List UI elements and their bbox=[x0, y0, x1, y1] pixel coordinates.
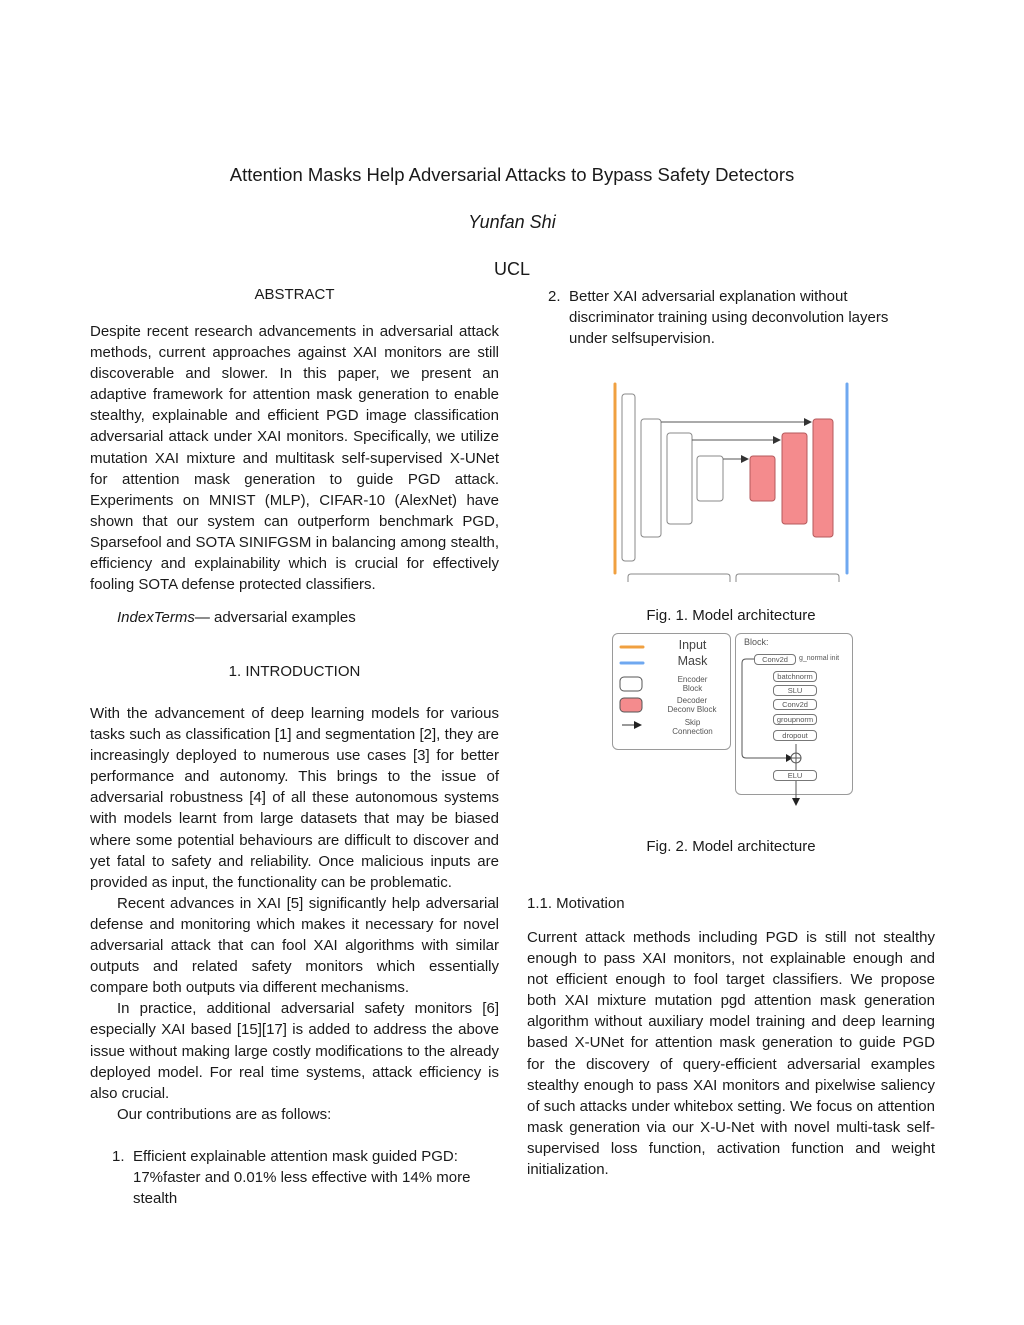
contribution-item bbox=[112, 1146, 492, 1209]
intro-paragraph-2: Recent advances in XAI [5] significantly help adversarial defense and monitoring which makes it necessary for novel adversarial attack that can fool XAI algorithms with similar outputs and related safety monitors which essentially compare both outputs via different mechanisms. bbox=[90, 894, 499, 997]
legend-skip-label bbox=[665, 718, 720, 736]
decoder-bracket bbox=[736, 574, 839, 582]
block-layer-batchnorm: batchnorm bbox=[773, 671, 817, 682]
encoder-block-4 bbox=[697, 456, 723, 501]
contribution-number: 1. bbox=[112, 1148, 125, 1165]
abstract-text: Despite recent research advancements in adversarial attack methods, current approaches against XAI monitors are still discoverable and slower. In this paper, we present an adaptive framework for attention mask generation to enable stealthy, explainable and efficient PGD image classification adversarial attack under XAI monitors. Specifically, we utilize mutation XAI mixture and multitask self-supervised X-UNet for attention mask generation to guide PGD attack. Experiments on MNIST (MLP), CIFAR-10 (AlexNet) have shown that our system can outperform benchmark PGD, Sparsefool and SOTA SINIFGSM in balancing among stealth, efficiency and explainability which is crucial for effectively fooling SOTA defense protected classifiers. bbox=[90, 323, 499, 594]
encoder-legend-swatch bbox=[620, 677, 642, 691]
index-terms-label: IndexTerms bbox=[117, 609, 195, 626]
contribution-number: 2. bbox=[548, 288, 561, 305]
legend-skip-line1: Skip bbox=[684, 718, 701, 727]
figure-1-unet-diagram bbox=[600, 370, 870, 585]
block-title: Block: bbox=[744, 637, 769, 647]
contribution-text: Better XAI adversarial explanation without discriminator training using deconvolution layers under selfsupervision. bbox=[569, 288, 889, 348]
introduction-heading: 1. INTRODUCTION bbox=[228, 663, 361, 680]
legend-mask-label: Mask bbox=[677, 654, 708, 668]
figure-2-caption: Fig. 2. Model architecture bbox=[646, 838, 816, 855]
legend-decoder-label bbox=[658, 696, 726, 714]
decoder-block-2 bbox=[782, 433, 807, 524]
block-layer-conv2d: Conv2d bbox=[773, 699, 817, 710]
encoder-block-2 bbox=[641, 419, 661, 537]
paper-title: Attention Masks Help Adversarial Attacks to Bypass Safety Detectors bbox=[229, 164, 795, 185]
contributions-list-part1 bbox=[112, 1146, 492, 1209]
unet-diagram-svg bbox=[600, 370, 870, 585]
intro-paragraph-1: With the advancement of deep learning models for various tasks such as classification [1] and segmentation [2], they are increasingly deployed to numerous use cases [3] for better performance and autonomy. This brings to the issue of adversarial robustness [4] of all these autonomous systems with models learnt from large datasets that may be biased where some potential behaviours are difficult to discover and yet fatal to safety and reliability. Once malicious inputs are provided as input, the functionality can be problematic. bbox=[90, 705, 499, 891]
figure-1-caption: Fig. 1. Model architecture bbox=[646, 607, 816, 624]
author-name: Yunfan Shi bbox=[468, 212, 556, 232]
motivation-body bbox=[527, 927, 935, 1180]
motivation-text: Current attack methods including PGD is still not stealthy enough to pass XAI monitors, not explainable enough and not efficient enough to fool target classifiers. We propose both XAI mixture mutation pgd attention mask generation algorithm without auxiliary model training and deep learning based X-UNet for attention mask generation to guide PGD for the discovery of query-efficient adversarial examples stealthy enough to pass XAI monitors and pixelwise saliency of such attacks under whitebox setting. We focus on attention mask generation via our X-U-Net with novel multi-task self-supervised loss function, activation function and weight initialization. bbox=[527, 929, 935, 1179]
index-terms-text: — adversarial examples bbox=[194, 609, 356, 626]
contribution-text: Efficient explainable attention mask guided PGD: 17%faster and 0.01% less effective with 14% more stealth bbox=[133, 1148, 471, 1208]
legend-input-label: Input bbox=[678, 638, 707, 652]
index-terms bbox=[90, 607, 499, 628]
encoder-bracket bbox=[628, 574, 730, 582]
figure-2-block-diagram bbox=[735, 633, 853, 795]
encoder-block-3 bbox=[667, 433, 692, 524]
legend-skip-line2: Connection bbox=[672, 727, 713, 736]
contributions-intro: Our contributions are as follows: bbox=[117, 1105, 332, 1123]
legend-encoder-line1: Encoder bbox=[677, 675, 708, 684]
block-layer-groupnorm: groupnorm bbox=[773, 714, 817, 725]
legend-decoder-line2: Deconv Block bbox=[667, 705, 717, 714]
abstract-heading: ABSTRACT bbox=[254, 286, 335, 303]
block-layer-dropout: dropout bbox=[773, 730, 817, 741]
legend-encoder-label bbox=[665, 675, 720, 693]
decoder-block-1 bbox=[750, 456, 775, 501]
legend-decoder-line1: Decoder bbox=[676, 696, 708, 705]
affiliation: UCL bbox=[493, 259, 530, 279]
contributions-list-part2 bbox=[548, 286, 908, 349]
legend-encoder-line2: Block bbox=[682, 684, 703, 693]
decoder-legend-swatch bbox=[620, 698, 642, 712]
intro-paragraph-3: In practice, additional adversarial safety monitors [6] especially XAI based [15][17] is added to address the above issue without making large costly modifications to the already deployed model. For real time systems, attack efficiency is also crucial. bbox=[90, 1000, 499, 1102]
decoder-block-3 bbox=[813, 419, 833, 537]
block-conv2d-top: Conv2d bbox=[754, 654, 796, 665]
skip-legend-arrow-icon bbox=[634, 721, 642, 729]
block-init-note: g_normal init bbox=[799, 655, 840, 662]
encoder-block-1 bbox=[622, 394, 635, 561]
figure-2-legend bbox=[612, 633, 731, 750]
block-layer-elu: ELU bbox=[773, 770, 817, 781]
output-arrow-icon bbox=[792, 798, 800, 806]
motivation-heading: 1.1. Motivation bbox=[527, 895, 625, 912]
introduction-body bbox=[90, 703, 499, 1125]
abstract-body bbox=[90, 321, 499, 595]
block-layer-slu: SLU bbox=[773, 685, 817, 696]
contribution-item bbox=[548, 286, 908, 349]
legend-swatches bbox=[613, 634, 653, 749]
